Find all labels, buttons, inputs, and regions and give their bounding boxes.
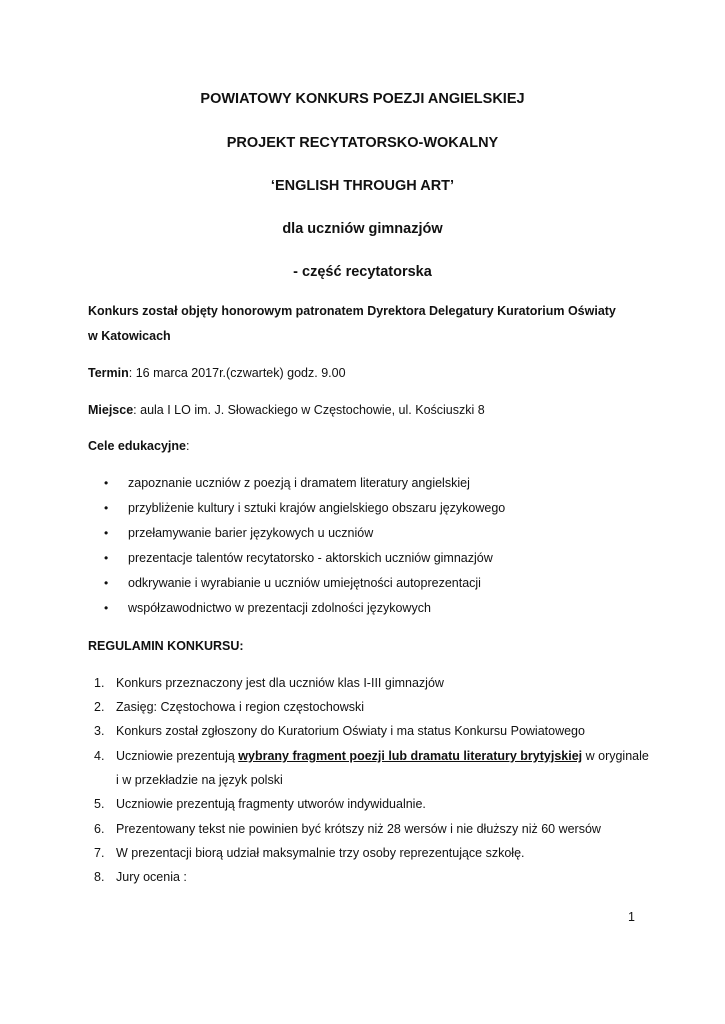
cele-item-text: przełamywanie barier językowych u uczniów (128, 526, 374, 540)
termin-value: : 16 marca 2017r.(czwartek) godz. 9.00 (128, 366, 346, 380)
item-text-emphasis: wybrany fragment poezji lub dramatu literatury brytyjskiej (238, 749, 583, 763)
title-english-through-art: ‘ENGLISH THROUGH ART’ (270, 178, 455, 194)
bullet-icon: • (104, 501, 109, 515)
termin-line (88, 365, 346, 381)
title-contest: POWIATOWY KONKURS POEZJI ANGIELSKIEJ (200, 91, 525, 107)
item-text-continuation: i w przekładzie na język polski (116, 773, 283, 787)
termin-label: Termin (88, 366, 129, 380)
miejsce-value: : aula I LO im. J. Słowackiego w Częstochowie, ul. Kościuszki 8 (133, 403, 485, 417)
miejsce-label: Miejsce (88, 403, 134, 417)
title-audience: dla uczniów gimnazjów (282, 221, 443, 237)
item-text (116, 748, 649, 764)
bullet-icon: • (104, 601, 109, 615)
item-text: Prezentowany tekst nie powinien być krótszy niż 28 wersów i nie dłuższy niż 60 wersów (116, 822, 601, 836)
item-text: Zasięg: Częstochowa i region częstochowski (116, 700, 365, 714)
cele-heading (88, 438, 189, 454)
item-number: 7. (94, 846, 105, 860)
patronage-line-2: w Katowicach (88, 329, 171, 343)
item-number: 4. (94, 749, 105, 763)
bullet-icon: • (104, 576, 109, 590)
patronage-line-1: Konkurs został objęty honorowym patronatem Dyrektora Delegatury Kuratorium Oświaty (88, 304, 616, 318)
item-text: Jury ocenia : (116, 870, 187, 884)
item-number: 8. (94, 870, 105, 884)
page-number: 1 (628, 910, 635, 924)
cele-item-text: przybliżenie kultury i sztuki krajów angielskiego obszaru językowego (128, 501, 506, 515)
bullet-icon: • (104, 551, 109, 565)
bullet-icon: • (104, 476, 109, 490)
cele-item-text: prezentacje talentów recytatorsko - aktorskich uczniów gimnazjów (128, 551, 493, 565)
item-text: Konkurs został zgłoszony do Kuratorium Oświaty i ma status Konkursu Powiatowego (116, 724, 585, 738)
item-text: Konkurs przeznaczony jest dla uczniów klas I-III gimnazjów (116, 676, 444, 690)
item-number: 5. (94, 797, 105, 811)
item-number: 3. (94, 724, 105, 738)
cele-suffix: : (185, 439, 190, 453)
item-text: Uczniowie prezentują fragmenty utworów indywidualnie. (116, 797, 426, 811)
miejsce-line (88, 402, 485, 418)
cele-item-text: zapoznanie uczniów z poezją i dramatem literatury angielskiej (128, 476, 470, 490)
cele-label: Cele edukacyjne (88, 439, 186, 453)
item-text: W prezentacji biorą udział maksymalnie trzy osoby reprezentujące szkołę. (116, 846, 525, 860)
regulamin-heading: REGULAMIN KONKURSU: (88, 639, 244, 653)
title-part: - część recytatorska (293, 264, 432, 280)
title-project: PROJEKT RECYTATORSKO-WOKALNY (226, 135, 499, 151)
bullet-icon: • (104, 526, 109, 540)
item-number: 1. (94, 676, 105, 690)
cele-item-text: współzawodnictwo w prezentacji zdolności językowych (128, 601, 431, 615)
item-number: 2. (94, 700, 105, 714)
item-text-before: Uczniowie prezentują (116, 749, 239, 763)
item-number: 6. (94, 822, 105, 836)
cele-item-text: odkrywanie i wyrabianie u uczniów umiejętności autoprezentacji (128, 576, 481, 590)
item-text-after: w oryginale (582, 749, 649, 763)
